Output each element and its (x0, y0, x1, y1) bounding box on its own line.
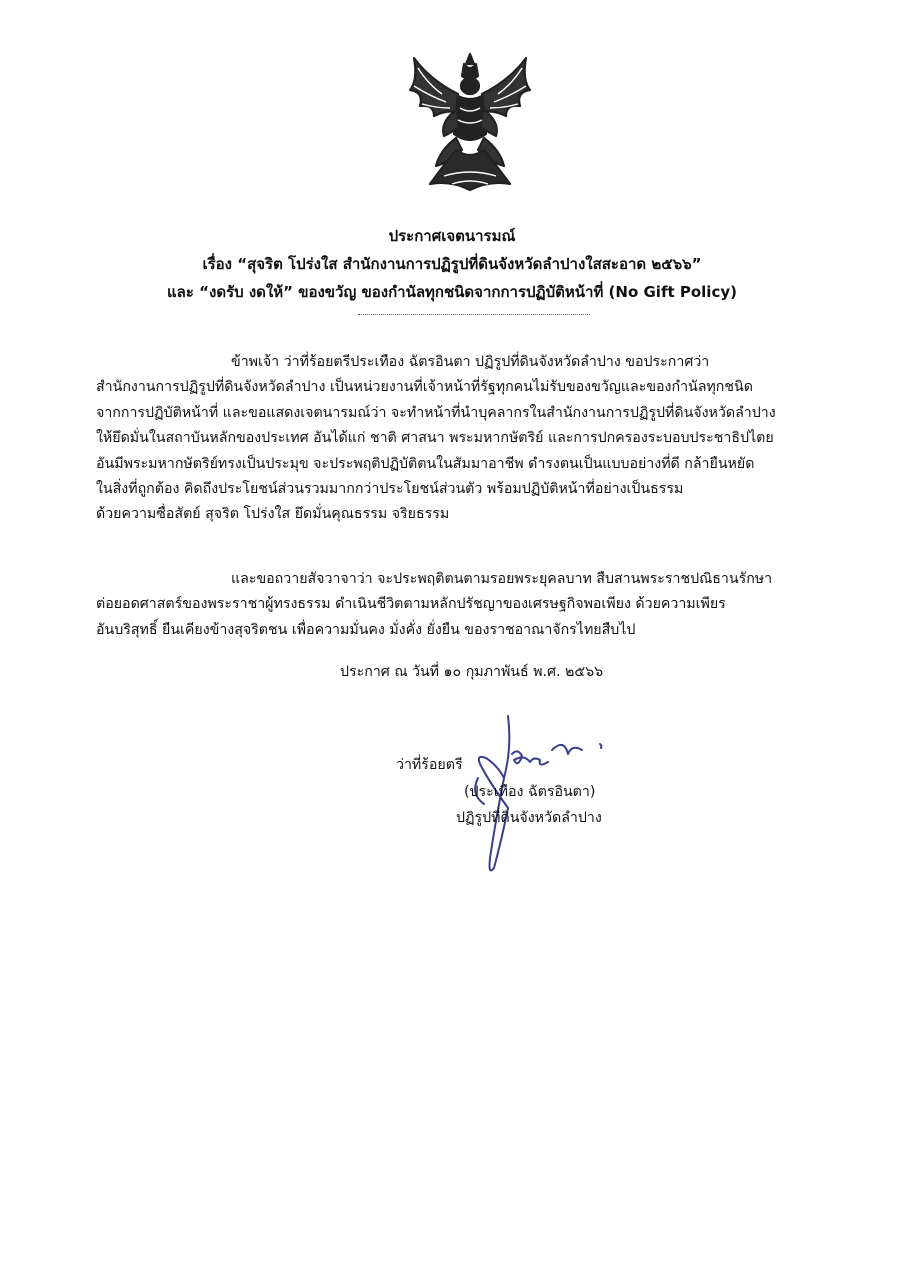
signer-rank: ว่าที่ร้อยตรี (396, 757, 463, 773)
body-paragraph-1 (96, 350, 808, 528)
announcement-date: ประกาศ ณ วันที่ ๑๐ กุมภาพันธ์ พ.ศ. ๒๕๖๖ (340, 664, 604, 680)
paragraph-line: สำนักงานการปฏิรูปที่ดินจังหวัดลำปาง เป็นหน่วยงานที่เจ้าหน้าที่รัฐทุกคนไม่รับของขวัญและของกำนัลทุกชนิด (96, 379, 753, 396)
paragraph-line: จากการปฏิบัติหน้าที่ และขอแสดงเจตนารมณ์ว่า จะทำหน้าที่นำบุคลากรในสำนักงานการปฏิรูปที่ดินจังหวัดลำปาง (96, 404, 776, 421)
document-subject-line-1: เรื่อง “สุจริต โปร่งใส สำนักงานการปฏิรูปที่ดินจังหวัดลำปางใสสะอาด ๒๕๖๖” (202, 255, 702, 273)
paragraph-line: ด้วยความซื่อสัตย์ สุจริต โปร่งใส ยึดมั่นคุณธรรม จริยธรรม (96, 506, 450, 523)
paragraph-line: อันมีพระมหากษัตริย์ทรงเป็นประมุข จะประพฤติปฏิบัติตนในสัมมาอาชีพ ดำรงตนเป็นแบบอย่างที่ดี กล้ายืนหยัด (96, 455, 755, 472)
paragraph-line: ต่อยอดศาสตร์ของพระราชาผู้ทรงธรรม ดำเนินชีวิตตามหลักปรัชญาของเศรษฐกิจพอเพียง ด้วยความเพียร (96, 596, 726, 613)
paragraph-line: และขอถวายสัจวาจาว่า จะประพฤติตนตามรอยพระยุคลบาท สืบสานพระราชปณิธานรักษา (231, 571, 773, 587)
paragraph-line: อันบริสุทธิ์ ยืนเคียงข้างสุจริตชน เพื่อความมั่นคง มั่งคั่ง ยั่งยืน ของราชอาณาจักรไทยสืบไป (96, 621, 636, 638)
paragraph-line: ในสิ่งที่ถูกต้อง คิดถึงประโยชน์ส่วนรวมมากกว่าประโยชน์ส่วนตัว พร้อมปฏิบัติหน้าที่อย่างเป็นธรรม (96, 481, 684, 498)
body-paragraph-2 (96, 567, 808, 643)
title-divider (358, 314, 590, 315)
document-title: ประกาศเจตนารมณ์ (388, 227, 516, 245)
paragraph-line: ข้าพเจ้า ว่าที่ร้อยตรีประเทือง ฉัตรอินตา ปฏิรูปที่ดินจังหวัดลำปาง ขอประกาศว่า (231, 354, 710, 370)
paragraph-line: ให้ยึดมั่นในสถาบันหลักของประเทศ อันได้แก่ ชาติ ศาสนา พระมหากษัตริย์ และการปกครองระบอบประชาธิปไตย (96, 430, 774, 447)
garuda-emblem-icon (400, 50, 540, 200)
signer-position: ปฏิรูปที่ดินจังหวัดลำปาง (456, 810, 602, 826)
title-block (80, 222, 824, 306)
document-subject-line-2: และ “งดรับ งดให้” ของขวัญ ของกำนัลทุกชนิดจากการปฏิบัติหน้าที่ (No Gift Policy) (167, 283, 737, 301)
signer-name: (ประเทือง ฉัตรอินตา) (464, 784, 596, 800)
